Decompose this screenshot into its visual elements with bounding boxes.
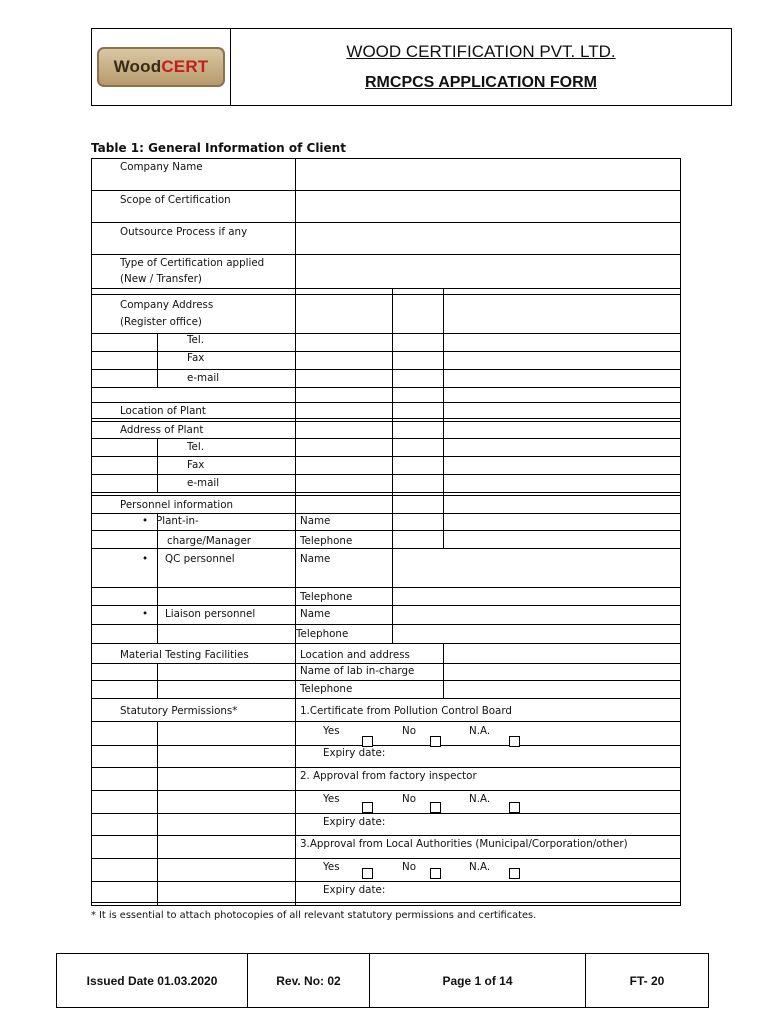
perm1-yes-label: Yes [323, 725, 340, 737]
perm3-no-checkbox[interactable] [430, 868, 441, 879]
perm1-no-checkbox[interactable] [430, 736, 441, 747]
lab-incharge-label: Name of lab in-charge [300, 665, 415, 677]
testing-location-label: Location and address [300, 649, 410, 661]
scope-label: Scope of Certification [120, 194, 231, 206]
company-address-label: Company Address [120, 299, 214, 311]
revision-number: Rev. No: 02 [248, 954, 370, 1007]
register-office-label: (Register office) [120, 316, 202, 328]
perm2-yes-checkbox[interactable] [362, 802, 373, 813]
perm3-yes-checkbox[interactable] [362, 868, 373, 879]
qc-telephone-label: Telephone [300, 591, 353, 603]
plant-incharge-name-label: Name [300, 515, 331, 527]
company-name-title: WOOD CERTIFICATION PVT. LTD. [346, 42, 616, 61]
plant-tel-label: Tel. [187, 441, 205, 453]
material-testing-label: Material Testing Facilities [120, 649, 249, 661]
table-title: Table 1: General Information of Client [91, 141, 346, 155]
page-number: Page 1 of 14 [370, 954, 586, 1007]
perm3-yes-label: Yes [323, 861, 340, 873]
plant-address-label: Address of Plant [120, 424, 204, 436]
perm1-na-checkbox[interactable] [509, 736, 520, 747]
table-grid-lines [91, 158, 681, 906]
lab-telephone-label: Telephone [300, 683, 353, 695]
logo-text-wood: Wood [113, 57, 162, 76]
personnel-info-label: Personnel information [120, 499, 234, 511]
permission-2-label: 2. Approval from factory inspector [300, 770, 477, 782]
liaison-telephone-label: Telephone [296, 628, 349, 640]
liaison-label: Liaison personnel [165, 608, 256, 620]
plant-incharge-telephone-label: Telephone [300, 535, 353, 547]
qc-personnel-label: QC personnel [165, 553, 235, 565]
plant-email-label: e-mail [187, 477, 220, 489]
perm3-expiry-label: Expiry date: [323, 884, 386, 896]
plant-incharge-label: Plant-in- [156, 515, 199, 527]
perm1-no-label: No [402, 725, 417, 737]
form-title: RMCPCS APPLICATION FORM [365, 74, 597, 91]
footnote: * It is essential to attach photocopies of all relevant statutory permissions and certificates. [91, 910, 537, 921]
document-footer [56, 953, 709, 1008]
company-tel-label: Tel. [187, 334, 205, 346]
qc-name-label: Name [300, 553, 331, 565]
logo-text-cert: CERT [161, 57, 209, 76]
bullet-liaison: • [142, 608, 149, 620]
plant-incharge-label-cont: charge/Manager [167, 535, 252, 547]
liaison-name-label: Name [300, 608, 331, 620]
perm2-no-checkbox[interactable] [430, 802, 441, 813]
form-code: FT- 20 [629, 973, 665, 988]
perm2-expiry-label: Expiry date: [323, 816, 386, 828]
outsource-label: Outsource Process if any [120, 226, 248, 238]
perm3-na-label: N.A. [469, 861, 491, 873]
company-email-label: e-mail [187, 372, 220, 384]
company-name-label: Company Name [120, 161, 203, 173]
certification-type-sublabel: (New / Transfer) [120, 273, 202, 285]
perm3-na-checkbox[interactable] [509, 868, 520, 879]
plant-fax-label: Fax [187, 459, 205, 471]
permission-3-label: 3.Approval from Local Authorities (Municipal/Corporation/other) [300, 838, 628, 850]
bullet-qc-personnel: • [142, 553, 149, 565]
plant-location-label: Location of Plant [120, 405, 206, 417]
perm1-expiry-label: Expiry date: [323, 747, 386, 759]
issued-date: Issued Date 01.03.2020 [57, 954, 248, 1007]
perm2-yes-label: Yes [323, 793, 340, 805]
perm2-na-label: N.A. [469, 793, 491, 805]
perm3-no-label: No [402, 861, 417, 873]
statutory-label: Statutory Permissions* [120, 705, 238, 717]
bullet-plant-incharge: • [142, 515, 149, 527]
perm1-na-label: N.A. [469, 725, 491, 737]
form-header [91, 28, 732, 106]
company-fax-label: Fax [187, 352, 205, 364]
title-cell [231, 29, 731, 105]
general-information-table [91, 158, 681, 906]
certification-type-label: Type of Certification applied [120, 257, 265, 269]
perm1-yes-checkbox[interactable] [362, 736, 373, 747]
logo-cell [92, 29, 231, 105]
woodcert-logo [97, 47, 225, 87]
perm2-no-label: No [402, 793, 417, 805]
permission-1-label: 1.Certificate from Pollution Control Board [300, 705, 512, 717]
perm2-na-checkbox[interactable] [509, 802, 520, 813]
